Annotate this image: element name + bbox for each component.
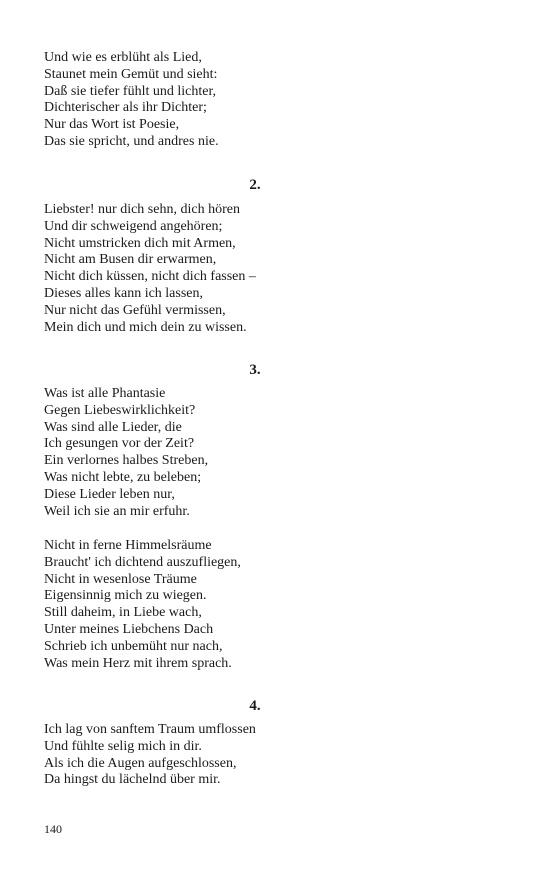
verse-line: Staunet mein Gemüt und sieht: (44, 66, 218, 82)
verse-line: Nicht dich küssen, nicht dich fassen – (44, 269, 256, 285)
stanza-part1 (44, 50, 484, 151)
verse-line: Nicht am Busen dir erwarmen, (44, 252, 217, 268)
verse-line: Nicht umstricken dich mit Armen, (44, 235, 236, 251)
page-number: 140 (44, 822, 62, 836)
verse-line: Liebster! nur dich sehn, dich hören (44, 202, 240, 217)
stanza-part3-a (44, 386, 484, 520)
verse-line: Eigensinnig mich zu wiegen. (44, 588, 207, 604)
verse-line: Dieses alles kann ich lassen, (44, 285, 204, 301)
verse-line: Nicht in ferne Himmelsräume (44, 538, 212, 553)
verse-line: Dichterischer als ihr Dichter; (44, 100, 207, 116)
verse-line: Da hingst du lächelnd über mir. (44, 772, 221, 788)
verse-line: Gegen Liebeswirklichkeit? (44, 402, 196, 418)
verse-line: Braucht' ich dichtend auszufliegen, (44, 554, 241, 570)
verse-line: Diese Lieder leben nur, (44, 486, 175, 502)
section-number-2: 2. (249, 177, 261, 193)
verse-line: Ich lag von sanftem Traum umflossen (44, 722, 256, 737)
stanza-part2 (44, 202, 484, 336)
verse-line: Nur nicht das Gefühl vermissen, (44, 302, 226, 318)
verse-line: Was sind alle Lieder, die (44, 419, 182, 435)
verse-line: Mein dich und mich dein zu wissen. (44, 319, 247, 335)
verse-line: Weil ich sie an mir erfuhr. (44, 503, 190, 519)
verse-line: Was mein Herz mit ihrem sprach. (44, 655, 232, 671)
verse-line: Schrieb ich unbemüht nur nach, (44, 638, 223, 654)
verse-line: Ein verlornes halbes Streben, (44, 453, 209, 469)
verse-line: Nur das Wort ist Poesie, (44, 117, 180, 133)
verse-line: Nicht in wesenlose Träume (44, 571, 197, 587)
verse-line: Und wie es erblüht als Lied, (44, 50, 202, 65)
verse-line: Unter meines Liebchens Dach (44, 621, 214, 637)
verse-line: Was ist alle Phantasie (44, 386, 166, 401)
verse-line: Ich gesungen vor der Zeit? (44, 436, 195, 452)
section-number-4: 4. (249, 698, 261, 714)
stanza-part4 (44, 722, 484, 789)
stanza-part3-b (44, 538, 484, 672)
verse-line: Das sie spricht, und andres nie. (44, 133, 219, 149)
verse-line: Als ich die Augen aufgeschlossen, (44, 755, 237, 771)
section-number-3: 3. (249, 362, 261, 378)
verse-line: Und dir schweigend angehören; (44, 218, 223, 234)
verse-line: Und fühlte selig mich in dir. (44, 738, 202, 754)
verse-line: Was nicht lebte, zu beleben; (44, 469, 202, 485)
verse-line: Daß sie tiefer fühlt und lichter, (44, 83, 217, 99)
verse-line: Still daheim, in Liebe wach, (44, 605, 202, 621)
